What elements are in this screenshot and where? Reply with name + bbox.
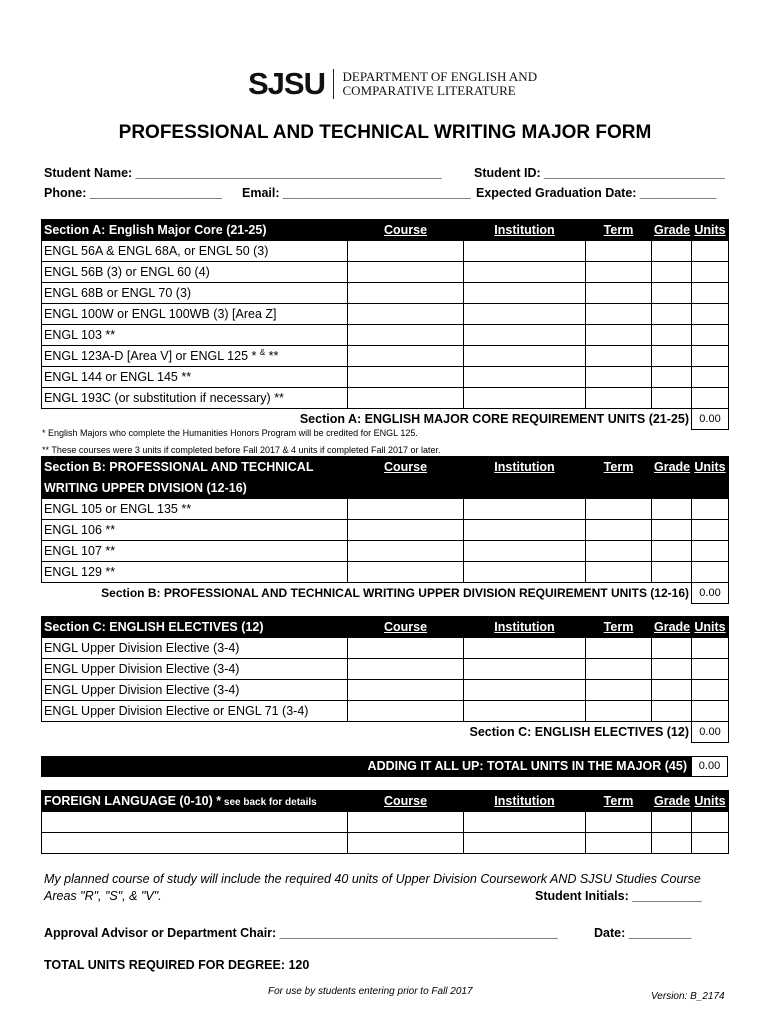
grade-cell[interactable] — [652, 833, 692, 854]
foreign-language-title — [42, 791, 348, 812]
institution-cell[interactable] — [464, 659, 586, 680]
approval-date-field[interactable]: Date: _________ — [594, 926, 692, 940]
course-requirement: ENGL 106 ** — [42, 520, 348, 541]
language-entry-cell[interactable] — [42, 833, 348, 854]
grade-cell[interactable] — [652, 812, 692, 833]
approval-advisor-field[interactable]: Approval Advisor or Department Chair: ________________________________________ — [44, 926, 558, 940]
grade-cell[interactable] — [652, 262, 692, 283]
units-column-header: Units — [692, 220, 729, 241]
institution-cell[interactable] — [464, 283, 586, 304]
grade-cell[interactable] — [652, 325, 692, 346]
institution-column-header: Institution — [464, 791, 586, 812]
table-row — [42, 241, 729, 262]
ampersand-superscript: & — [259, 348, 266, 358]
term-cell[interactable] — [586, 701, 652, 722]
units-cell[interactable] — [692, 367, 729, 388]
term-cell[interactable] — [586, 325, 652, 346]
table-row — [42, 659, 729, 680]
table-row — [42, 262, 729, 283]
section-c-title: Section C: ENGLISH ELECTIVES (12) — [42, 617, 348, 638]
units-cell[interactable] — [692, 388, 729, 409]
section-c-units-total[interactable]: 0.00 — [692, 722, 729, 743]
course-cell[interactable] — [348, 541, 464, 562]
institution-column-header: Institution — [464, 457, 586, 478]
grade-cell[interactable] — [652, 367, 692, 388]
total-units-value[interactable]: 0.00 — [691, 756, 728, 777]
term-cell[interactable] — [586, 833, 652, 854]
department-line-2: COMPARATIVE LITERATURE — [342, 83, 516, 98]
course-requirement: ENGL Upper Division Elective or ENGL 71 (3-4) — [42, 701, 348, 722]
term-cell[interactable] — [586, 520, 652, 541]
grade-cell[interactable] — [652, 562, 692, 583]
units-cell[interactable] — [692, 541, 729, 562]
institution-cell[interactable] — [464, 304, 586, 325]
units-cell[interactable] — [692, 241, 729, 262]
table-row — [42, 562, 729, 583]
course-cell[interactable] — [348, 680, 464, 701]
double-asterisk: ** — [265, 349, 279, 364]
term-cell[interactable] — [586, 241, 652, 262]
units-column-header: Units — [692, 617, 729, 638]
term-cell[interactable] — [586, 346, 652, 367]
grade-column-header: Grade — [652, 220, 692, 241]
term-cell[interactable] — [586, 388, 652, 409]
institution-cell[interactable] — [464, 262, 586, 283]
foreign-language-table — [41, 790, 729, 854]
table-row — [42, 346, 729, 367]
study-plan-statement-line-1: My planned course of study will include the required 40 units of Upper Division Coursework AND SJSU Studies Course — [44, 872, 701, 886]
section-b-header-line-2 — [42, 478, 729, 499]
units-cell[interactable] — [692, 638, 729, 659]
study-plan-statement-line-2: Areas "R", "S", & "V". — [44, 889, 162, 903]
form-title: PROFESSIONAL AND TECHNICAL WRITING MAJOR FORM — [118, 122, 652, 143]
course-cell[interactable] — [348, 262, 464, 283]
section-b-requirement-label: Section B: PROFESSIONAL AND TECHNICAL WRITING UPPER DIVISION REQUIREMENT UNITS (12-16) — [42, 583, 692, 604]
term-cell[interactable] — [586, 562, 652, 583]
units-column-header: Units — [692, 457, 729, 478]
grade-cell[interactable] — [652, 388, 692, 409]
course-cell[interactable] — [348, 520, 464, 541]
institution-column-header: Institution — [464, 617, 586, 638]
units-cell[interactable] — [692, 262, 729, 283]
course-requirement: ENGL 56B (3) or ENGL 60 (4) — [42, 262, 348, 283]
language-entry-cell[interactable] — [42, 812, 348, 833]
department-name — [342, 70, 537, 98]
institution-cell[interactable] — [464, 241, 586, 262]
units-cell[interactable] — [692, 833, 729, 854]
institution-cell[interactable] — [464, 680, 586, 701]
student-name-field[interactable]: Student Name: ____________________________________________ — [44, 166, 442, 180]
units-cell[interactable] — [692, 499, 729, 520]
grade-cell[interactable] — [652, 241, 692, 262]
institution-cell[interactable] — [464, 499, 586, 520]
department-header — [248, 66, 537, 102]
footer-note: For use by students entering prior to Fall 2017 — [268, 986, 473, 997]
course-cell[interactable] — [348, 833, 464, 854]
course-requirement: ENGL 68B or ENGL 70 (3) — [42, 283, 348, 304]
institution-cell[interactable] — [464, 812, 586, 833]
course-requirement — [42, 346, 348, 367]
grade-cell[interactable] — [652, 659, 692, 680]
course-column-header: Course — [348, 791, 464, 812]
table-row — [42, 304, 729, 325]
institution-cell[interactable] — [464, 562, 586, 583]
course-requirement-text: ENGL 123A-D [Area V] or ENGL 125 * — [44, 349, 257, 364]
student-initials-field[interactable]: Student Initials: __________ — [535, 889, 702, 903]
term-column-header: Term — [586, 457, 652, 478]
institution-cell[interactable] — [464, 367, 586, 388]
grade-cell[interactable] — [652, 304, 692, 325]
course-cell[interactable] — [348, 241, 464, 262]
term-cell[interactable] — [586, 262, 652, 283]
section-a-title: Section A: English Major Core (21-25) — [42, 220, 348, 241]
table-row — [42, 367, 729, 388]
course-cell[interactable] — [348, 812, 464, 833]
total-units-label: ADDING IT ALL UP: TOTAL UNITS IN THE MAJOR (45) — [41, 756, 691, 777]
section-b-table — [41, 456, 729, 604]
course-column-header: Course — [348, 617, 464, 638]
table-row — [42, 520, 729, 541]
units-note: ** These courses were 3 units if completed before Fall 2017 & 4 units if completed Fall 2017 or later. — [42, 445, 441, 455]
units-cell[interactable] — [692, 812, 729, 833]
department-line-1: DEPARTMENT OF ENGLISH AND — [342, 69, 538, 84]
table-row — [42, 388, 729, 409]
term-cell[interactable] — [586, 680, 652, 701]
units-cell[interactable] — [692, 562, 729, 583]
units-cell[interactable] — [692, 659, 729, 680]
see-back-note: see back for details — [221, 797, 317, 808]
course-cell[interactable] — [348, 325, 464, 346]
grade-column-header: Grade — [652, 617, 692, 638]
foreign-language-header — [42, 791, 729, 812]
table-row — [42, 325, 729, 346]
institution-cell[interactable] — [464, 346, 586, 367]
table-row — [42, 638, 729, 659]
course-cell[interactable] — [348, 638, 464, 659]
course-cell[interactable] — [348, 499, 464, 520]
course-requirement: ENGL Upper Division Elective (3-4) — [42, 638, 348, 659]
course-cell[interactable] — [348, 562, 464, 583]
phone-field[interactable]: Phone: ___________________ — [44, 186, 222, 200]
grade-column-header: Grade — [652, 457, 692, 478]
section-a-units-total[interactable]: 0.00 — [692, 409, 729, 430]
term-cell[interactable] — [586, 304, 652, 325]
course-requirement: ENGL Upper Division Elective (3-4) — [42, 659, 348, 680]
foreign-language-title-text: FOREIGN LANGUAGE (0-10) * — [44, 794, 222, 808]
grade-cell[interactable] — [652, 680, 692, 701]
units-column-header: Units — [692, 791, 729, 812]
course-cell[interactable] — [348, 701, 464, 722]
institution-cell[interactable] — [464, 833, 586, 854]
term-column-header: Term — [586, 220, 652, 241]
table-row — [42, 833, 729, 854]
table-row — [42, 701, 729, 722]
course-requirement: ENGL 144 or ENGL 145 ** — [42, 367, 348, 388]
term-column-header: Term — [586, 617, 652, 638]
course-column-header: Course — [348, 457, 464, 478]
course-cell[interactable] — [348, 659, 464, 680]
term-cell[interactable] — [586, 812, 652, 833]
course-requirement: ENGL 193C (or substitution if necessary) ** — [42, 388, 348, 409]
course-requirement: ENGL 105 or ENGL 135 ** — [42, 499, 348, 520]
table-row — [42, 283, 729, 304]
honors-note: * English Majors who complete the Humanities Honors Program will be credited for ENGL 125. — [42, 428, 418, 438]
course-cell[interactable] — [348, 388, 464, 409]
units-cell[interactable] — [692, 304, 729, 325]
grade-column-header: Grade — [652, 791, 692, 812]
grade-cell[interactable] — [652, 541, 692, 562]
section-c-table — [41, 616, 729, 743]
section-c-total-row — [42, 722, 729, 743]
section-c-requirement-label: Section C: ENGLISH ELECTIVES (12) — [42, 722, 692, 743]
section-b-header — [42, 457, 729, 478]
grade-cell[interactable] — [652, 346, 692, 367]
section-a-header — [42, 220, 729, 241]
term-cell[interactable] — [586, 283, 652, 304]
total-degree-units: TOTAL UNITS REQUIRED FOR DEGREE: 120 — [44, 958, 310, 972]
course-requirement: ENGL 56A & ENGL 68A, or ENGL 50 (3) — [42, 241, 348, 262]
institution-cell[interactable] — [464, 388, 586, 409]
institution-column-header: Institution — [464, 220, 586, 241]
sjsu-logo: SJSU — [248, 66, 325, 101]
table-row — [42, 680, 729, 701]
institution-cell[interactable] — [464, 701, 586, 722]
section-b-title: Section B: PROFESSIONAL AND TECHNICAL — [42, 457, 348, 478]
term-cell[interactable] — [586, 541, 652, 562]
section-a-requirement-label: Section A: ENGLISH MAJOR CORE REQUIREMENT UNITS (21-25) — [42, 409, 692, 430]
course-requirement: ENGL Upper Division Elective (3-4) — [42, 680, 348, 701]
course-cell[interactable] — [348, 304, 464, 325]
student-id-field[interactable]: Student ID: __________________________ — [474, 166, 725, 180]
course-requirement: ENGL 100W or ENGL 100WB (3) [Area Z] — [42, 304, 348, 325]
version-label: Version: B_2174 — [651, 991, 725, 1002]
units-cell[interactable] — [692, 520, 729, 541]
grade-cell[interactable] — [652, 499, 692, 520]
term-column-header: Term — [586, 791, 652, 812]
course-cell[interactable] — [348, 346, 464, 367]
term-cell[interactable] — [586, 499, 652, 520]
graduation-date-field[interactable]: Expected Graduation Date: ___________ — [476, 186, 717, 200]
units-cell[interactable] — [692, 680, 729, 701]
course-requirement: ENGL 129 ** — [42, 562, 348, 583]
grade-cell[interactable] — [652, 283, 692, 304]
grade-cell[interactable] — [652, 638, 692, 659]
units-cell[interactable] — [692, 701, 729, 722]
section-a-table — [41, 219, 729, 430]
section-b-units-total[interactable]: 0.00 — [692, 583, 729, 604]
course-cell[interactable] — [348, 367, 464, 388]
course-requirement: ENGL 103 ** — [42, 325, 348, 346]
term-cell[interactable] — [586, 367, 652, 388]
table-row — [42, 541, 729, 562]
term-cell[interactable] — [586, 638, 652, 659]
units-cell[interactable] — [692, 346, 729, 367]
section-c-header — [42, 617, 729, 638]
table-row — [42, 499, 729, 520]
logo-divider — [333, 69, 335, 99]
email-field[interactable]: Email: ___________________________ — [242, 186, 471, 200]
course-requirement: ENGL 107 ** — [42, 541, 348, 562]
institution-cell[interactable] — [464, 541, 586, 562]
grade-cell[interactable] — [652, 520, 692, 541]
section-b-total-row — [42, 583, 729, 604]
section-b-title-line-2: WRITING UPPER DIVISION (12-16) — [42, 478, 729, 499]
grade-cell[interactable] — [652, 701, 692, 722]
units-cell[interactable] — [692, 325, 729, 346]
institution-cell[interactable] — [464, 325, 586, 346]
course-cell[interactable] — [348, 283, 464, 304]
course-column-header: Course — [348, 220, 464, 241]
institution-cell[interactable] — [464, 638, 586, 659]
units-cell[interactable] — [692, 283, 729, 304]
table-row — [42, 812, 729, 833]
section-a-total-row — [42, 409, 729, 430]
institution-cell[interactable] — [464, 520, 586, 541]
term-cell[interactable] — [586, 659, 652, 680]
